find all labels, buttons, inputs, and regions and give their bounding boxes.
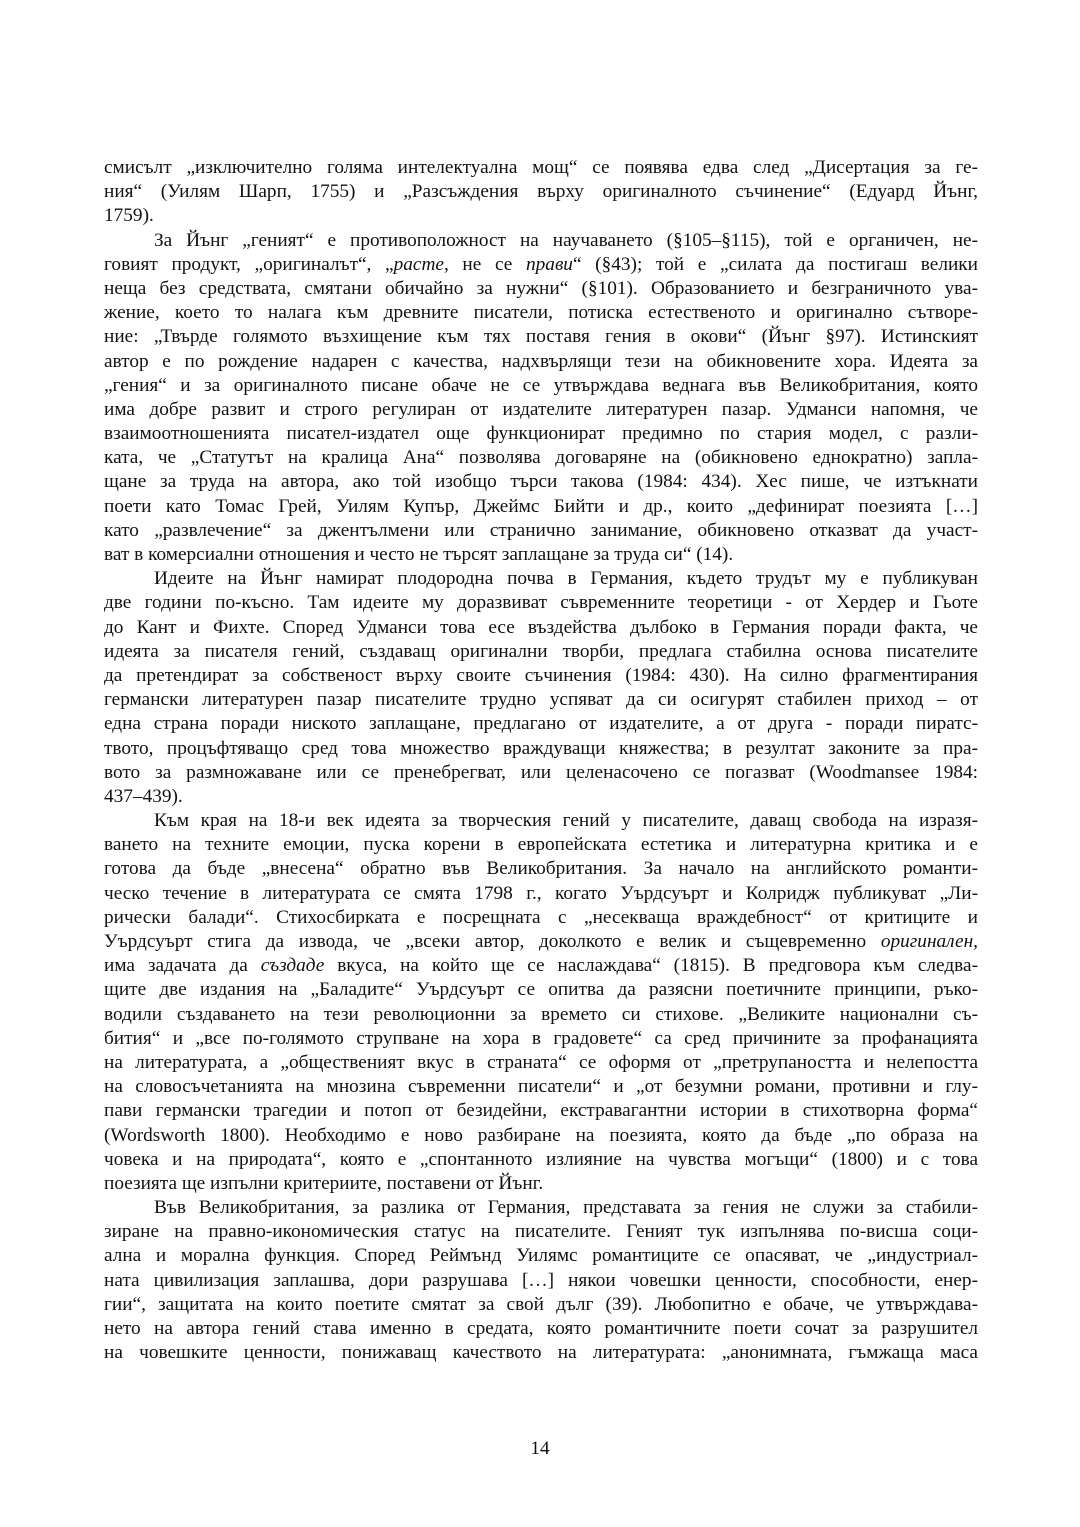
text-line: „гения“ и за оригиналното писане обаче не се утвърждава веднага във Великобритания, която: [104, 374, 978, 396]
text-line: има добре развит и строго регулиран от издателите литературен пазар. Удманси напомня, че: [104, 398, 978, 420]
paragraph: [104, 567, 978, 809]
text-line: ние: „Твърде голямото възхищение към тях поставя гения в окови“ (Йънг §97). Истинският: [104, 326, 978, 348]
text-line: идеята за писателя гений, създаващ оригинални творби, предлага стабилна основа писателите: [104, 640, 978, 662]
text-line: щане за труда на автора, ако той изобщо търси такова (1984: 434). Хес пише, че изтъкнати: [104, 471, 978, 493]
text-line: За Йънг „геният“ е противоположност на научаването (§105–§115), той е органичен, не-: [154, 229, 978, 251]
text-line: водили създаването на тези революционни за времето си стихове. „Великите национални съ-: [104, 1003, 978, 1025]
text-line: ална и морална функция. Според Реймънд Уилямс романтиците се опасяват, че „индустриал-: [104, 1245, 978, 1267]
text-line: (Wordsworth 1800). Необходимо е ново разбиране на поезията, която да бъде „по образа на: [104, 1124, 978, 1146]
paragraph: [104, 156, 978, 229]
paragraph: [104, 229, 978, 568]
text-line: бития“ и „все по-голямото струпване на хора в градовете“ са сред причините за профанацията: [104, 1027, 978, 1049]
text-line: Към края на 18-и век идеята за творческия гений у писателите, даващ свобода на изразя-: [154, 810, 978, 832]
text-line: говият продукт, „оригиналът“, „расте, не се прави“ (§43); той е „силата да постигаш велики: [104, 253, 978, 275]
text-line: германски литературен пазар писателите трудно успяват да си осигурят стабилен приход – от: [104, 689, 978, 711]
text-line: вото за размножаване или се пренебрегват, или целенасочено се погазват (Woodmansee 1984:: [104, 761, 978, 783]
text-line: взаимоотношенията писател-издател още функционират предимно по стария модел, с разли-: [104, 423, 978, 445]
text-line: смисълт „изключително голяма интелектуална мощ“ се появява едва след „Дисертация за ге-: [104, 157, 978, 178]
text-line: автор е по рождение надарен с качества, надхвърлящи тези на обикновените хора. Идеята за: [104, 350, 978, 372]
text-line: като „развлечение“ за джентълмени или странично занимание, обикновено отказват да участ-: [104, 519, 978, 541]
text-line: гии“, защитата на които поетите смятат за свой дълг (39). Любопитно е обаче, че утвърждава-: [104, 1293, 978, 1315]
text-line: 1759).: [104, 205, 154, 227]
paragraph: [104, 809, 978, 1196]
text-line: човека и на природата“, която е „спонтанното излияние на чувства могъщи“ (1800) и с това: [104, 1148, 978, 1170]
text-line: на човешките ценности, понижаващ качеството на литературата: „анонимната, гъмжаща маса: [104, 1342, 978, 1364]
text-line: Идеите на Йънг намират плодородна почва в Германия, където трудът му е публикуван: [154, 568, 978, 590]
text-line: на словосъчетанията на мнозина съвременни писатели“ и „от безумни романи, противни и глу-: [104, 1076, 978, 1098]
text-line: Във Великобритания, за разлика от Германия, представата за гения не служи за стабили-: [154, 1197, 978, 1219]
text-line: ната цивилизация заплашва, дори разрушава […] някои човешки ценности, способности, енер-: [104, 1269, 978, 1291]
text-line: твото, процъфтяващо сред това множество враждуващи княжества; в резултат законите за пра-: [104, 737, 978, 759]
text-line: Уърдсуърт стига да извода, че „всеки автор, доколкото е велик и същевременно оригинален,: [104, 931, 978, 952]
document-body: [104, 156, 978, 1365]
text-line: ването на техните емоции, пуска корени в европейската естетика и литературна критика и е: [104, 834, 978, 856]
text-line: две години по-късно. Там идеите му доразвиват съвременните теоретици - от Хердер и Гьоте: [104, 592, 978, 614]
page-number: 14: [530, 1438, 550, 1459]
text-line: жение, което то налага към древните писатели, потиска естественото и оригинално сътворе-: [104, 302, 978, 324]
text-line: пави германски трагедии и потоп от безидейни, екстравагантни истории в стихотворна форма“: [104, 1100, 978, 1122]
text-line: неща без средствата, смятани обичайно за нужни“ (§101). Образованието и безграничното ува-: [104, 277, 978, 299]
text-line: рически балади“. Стихосбирката е посрещната с „несекваща враждебност“ от критиците и: [104, 906, 978, 928]
text-line: ческо течение в литературата се смята 1798 г., когато Уърдсуърт и Колридж публикуват „Ли-: [104, 882, 978, 904]
text-line: една страна поради ниското заплащане, предлагано от издателите, а от друга - поради пиратс-: [104, 713, 978, 735]
text-line: нето на автора гений става именно в средата, която романтичните поети сочат за разрушител: [104, 1318, 978, 1339]
paragraph: [104, 1196, 978, 1365]
text-line: има задачата да създаде вкуса, на който ще се наслаждава“ (1815). В предговора към следва-: [104, 955, 978, 977]
text-line: ват в комерсиални отношения и често не търсят заплащане за труда си“ (14).: [104, 544, 734, 565]
text-line: щите две издания на „Баладите“ Уърдсуърт се опитва да разясни поетичните принципи, ръко-: [104, 979, 978, 1001]
text-line: поезията ще изпълни критериите, поставени от Йънг.: [104, 1172, 544, 1194]
text-line: зиране на правно-икономическия статус на писателите. Геният тук изпълнява по-висша соци-: [104, 1221, 978, 1243]
text-line: на литературата, а „общественият вкус в страната“ се оформя от „претрупаността и нелепостта: [104, 1051, 978, 1073]
text-line: ката, че „Статутът на кралица Ана“ позволява договаряне на (обикновено еднократно) запла-: [104, 447, 978, 469]
text-line: 437–439).: [104, 785, 183, 807]
text-line: ния“ (Уилям Шарп, 1755) и „Разсъждения върху оригиналното съчинение“ (Едуард Йънг,: [104, 181, 978, 203]
text-line: поети като Томас Грей, Уилям Купър, Джеймс Бийти и др., които „дефинират поезията […]: [104, 495, 978, 517]
text-line: до Кант и Фихте. Според Удманси това есе въздейства дълбоко в Германия поради факта, че: [104, 616, 978, 638]
text-line: да претендират за собственост върху своите съчинения (1984: 430). На силно фрагментирания: [104, 664, 978, 686]
text-line: готова да бъде „внесена“ обратно във Великобритания. За начало на английското романти-: [104, 858, 978, 880]
